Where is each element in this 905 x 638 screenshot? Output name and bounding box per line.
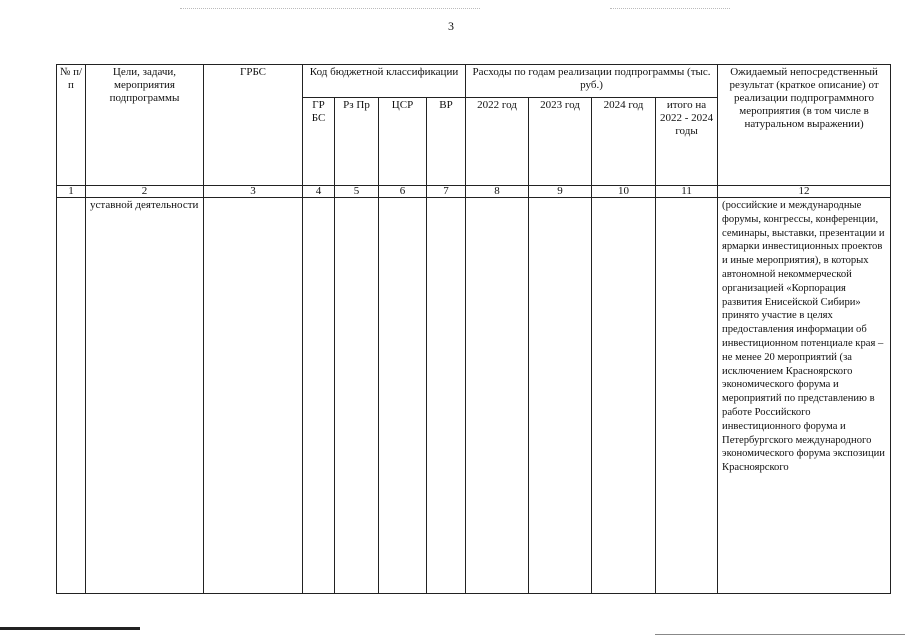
header-grbs-code: ГР БС (303, 98, 335, 186)
header-goals-tasks: Цели, задачи, мероприятия подпрограммы (86, 65, 204, 186)
page-number: 3 (448, 19, 454, 33)
column-number: 10 (592, 186, 656, 198)
section-cell (335, 198, 379, 594)
header-expenses-by-year: Расходы по годам реализации подпрограммы (тыс. руб.) (466, 65, 718, 98)
column-number: 1 (57, 186, 86, 198)
header-target-article: ЦСР (379, 98, 427, 186)
column-number: 11 (656, 186, 718, 198)
column-number: 2 (86, 186, 204, 198)
header-expected-result: Ожидаемый непосредственный результат (краткое описание) от реализации подпрограммного мероприятия (в том числе в натуральном выражении) (718, 65, 891, 186)
scan-artifact-top-right (610, 8, 730, 9)
header-year-2024: 2024 год (592, 98, 656, 186)
header-year-2023: 2023 год (529, 98, 592, 186)
column-number-row (57, 186, 891, 198)
scan-artifact-top (180, 8, 480, 9)
column-number: 9 (529, 186, 592, 198)
header-year-2022: 2022 год (466, 98, 529, 186)
header-expense-type: ВР (427, 98, 466, 186)
header-section-subsection: Рз Пр (335, 98, 379, 186)
scan-edge-mark (0, 627, 140, 630)
expense-type-cell (427, 198, 466, 594)
column-number: 4 (303, 186, 335, 198)
goal-task-cell: уставной деятельности (86, 198, 204, 594)
subprogram-measures-table (56, 64, 891, 594)
header-budget-classification: Код бюджетной классификации (303, 65, 466, 98)
column-number: 12 (718, 186, 891, 198)
header-total-2022-2024: итого на 2022 - 2024 годы (656, 98, 718, 186)
column-number: 7 (427, 186, 466, 198)
column-number: 3 (204, 186, 303, 198)
amount-2023-cell (529, 198, 592, 594)
header-grbs: ГРБС (204, 65, 303, 186)
column-number: 6 (379, 186, 427, 198)
row-number-cell (57, 198, 86, 594)
amount-2022-cell (466, 198, 529, 594)
column-number: 8 (466, 186, 529, 198)
column-number: 5 (335, 186, 379, 198)
scan-edge-line (655, 634, 905, 635)
table-row (57, 198, 891, 594)
expected-result-cell: (российские и международные форумы, конгрессы, конференции, семинары, выставки, презентации и ярмарки инвестиционных проектов и иные мероприятия), в которых автономной некоммерческой организацией «Корпорация развития Енисейской Сибири» принято участие в целях предоставления информации об инвестиционном потенциале края – не менее 20 мероприятий (за исключением Красноярского экономического форума и мероприятий по представлению в работе Российского инвестиционного форума и Петербургского международного экономического форума экспозиции Красноярского (718, 198, 891, 594)
amount-total-cell (656, 198, 718, 594)
grbs-cell (204, 198, 303, 594)
header-row-number: № п/ п (57, 65, 86, 186)
header-row-1 (57, 65, 891, 98)
grbs-code-cell (303, 198, 335, 594)
amount-2024-cell (592, 198, 656, 594)
target-article-cell (379, 198, 427, 594)
